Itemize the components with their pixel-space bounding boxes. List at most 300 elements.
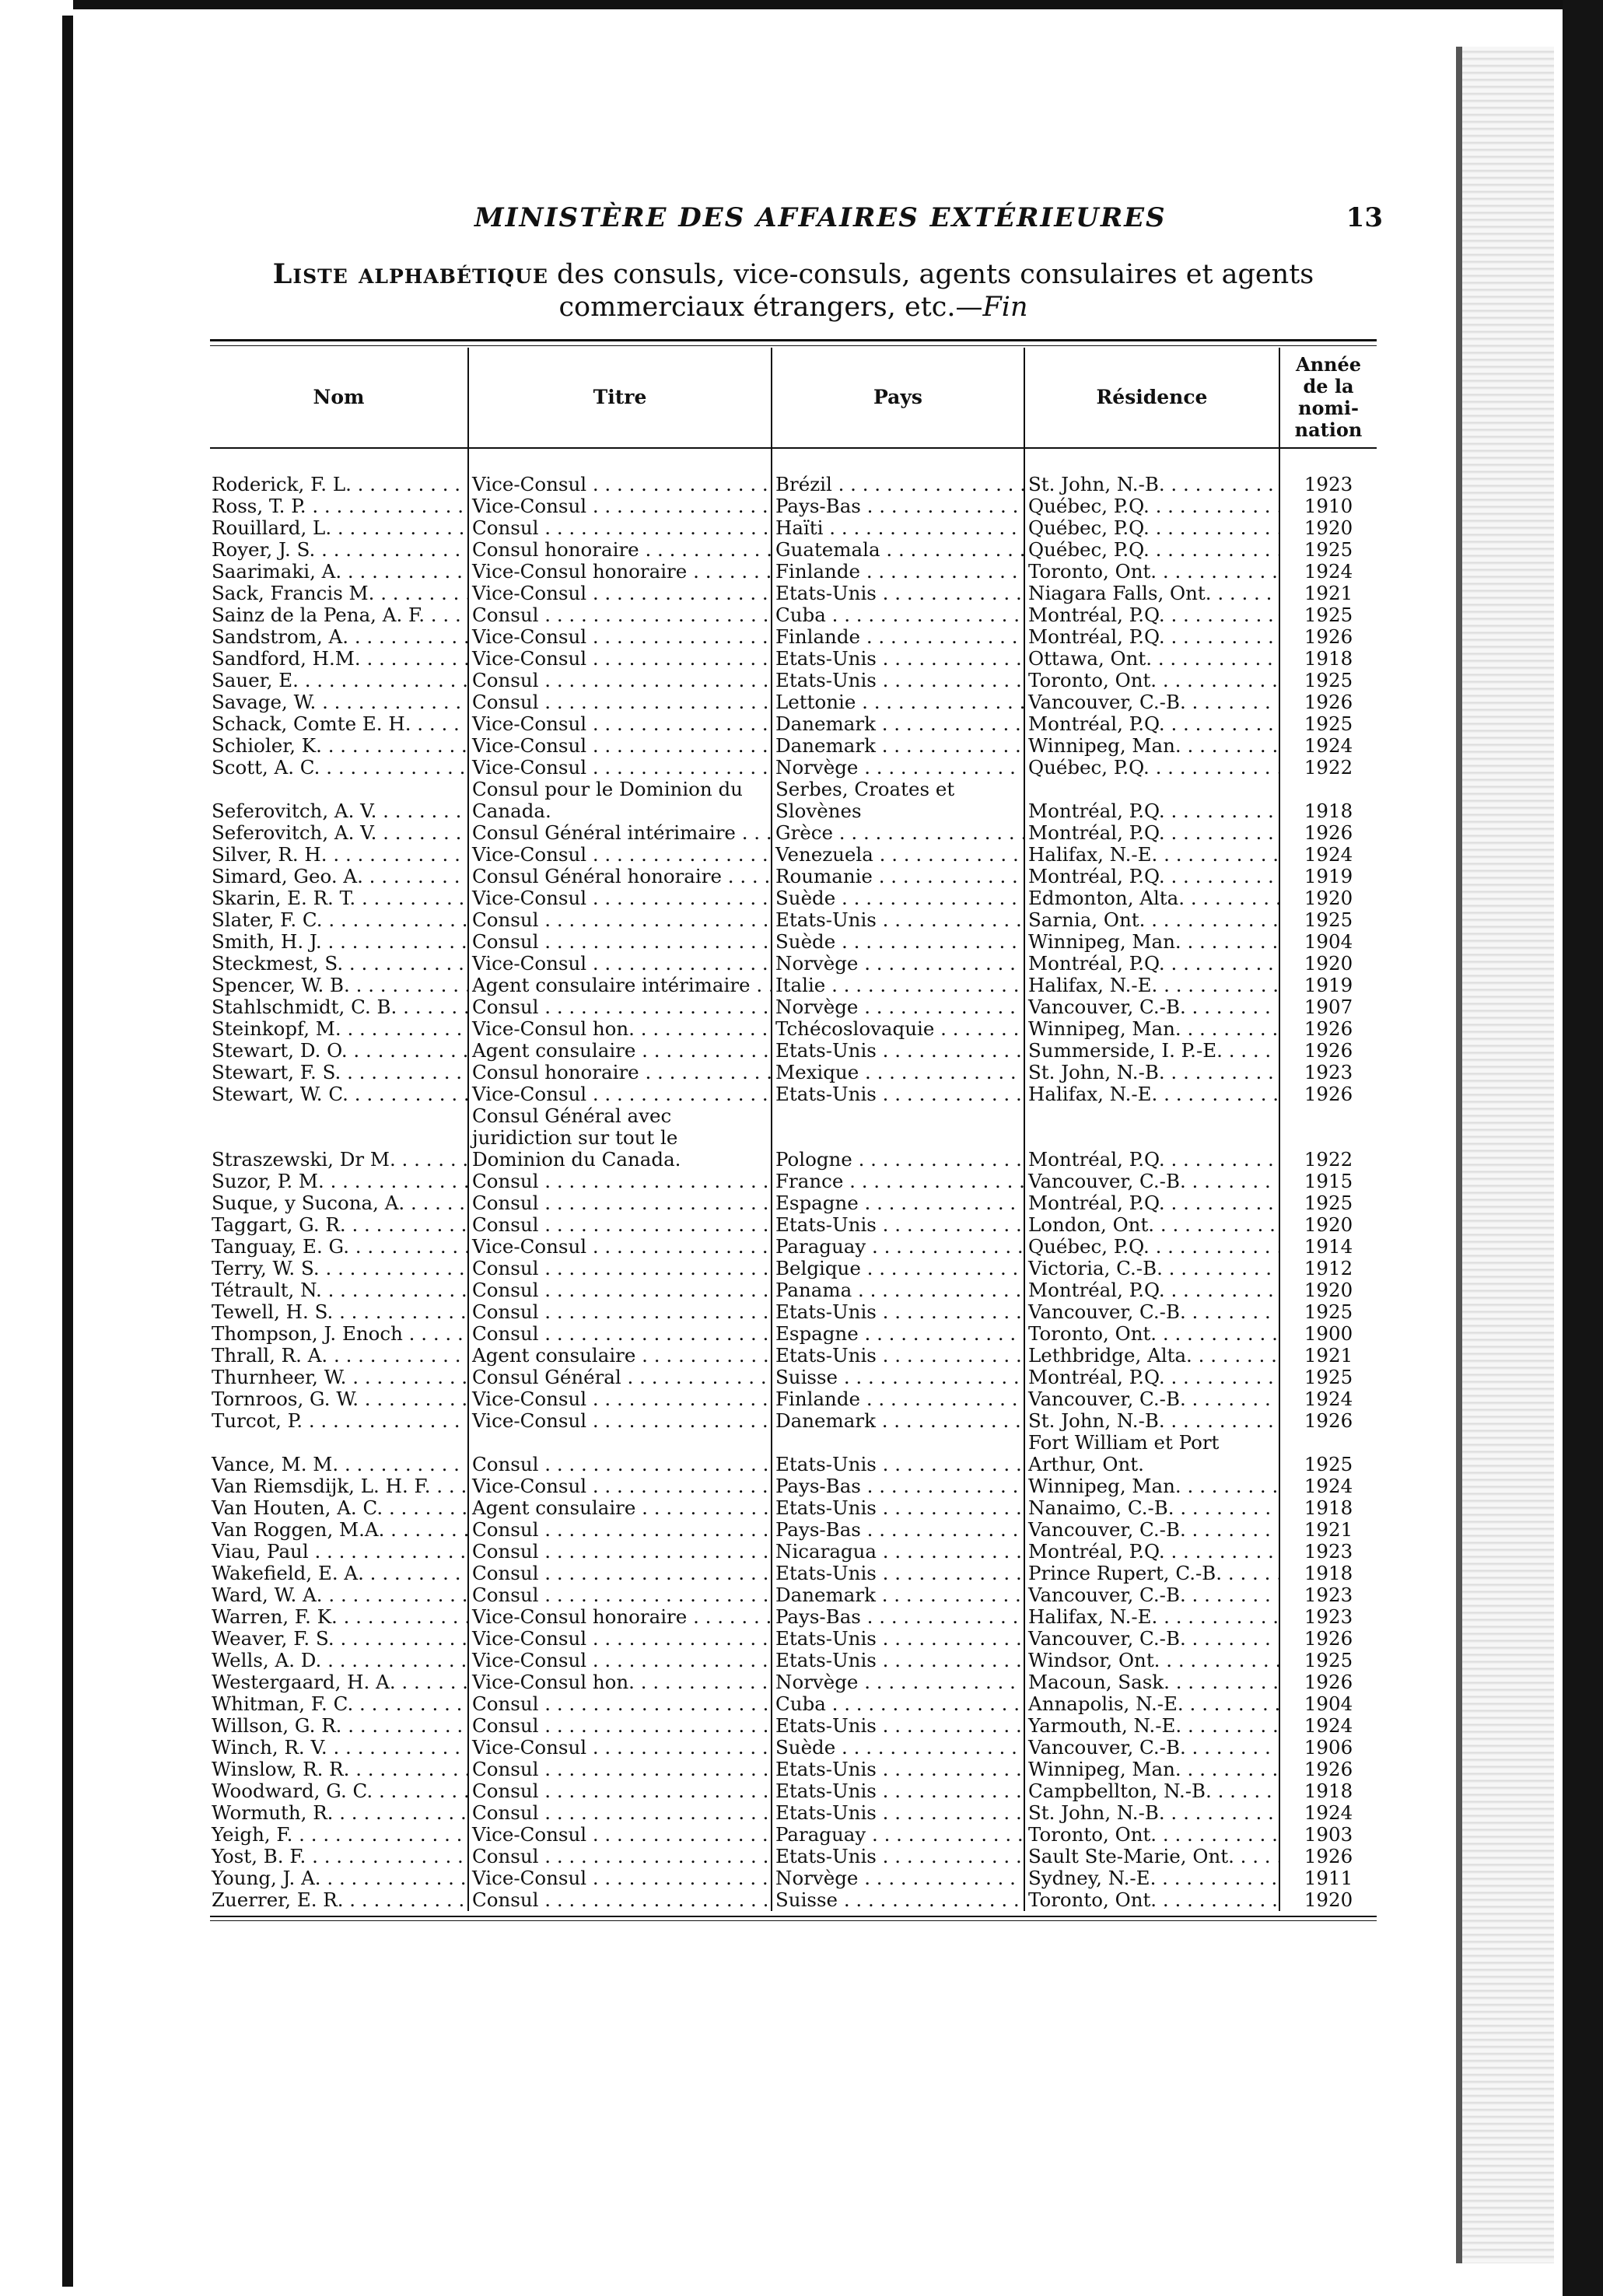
cell-residence: Montréal, P.Q. . . . [1024, 713, 1279, 735]
cell-residence: Montréal, P.Q. . . . [1024, 1367, 1279, 1388]
cell-residence: Toronto, Ont. . . . [1024, 1889, 1279, 1911]
cell-nom: Seferovitch, A. V. . . . [210, 822, 468, 844]
cell-titre: Consul Général . . . [468, 1367, 772, 1388]
cell-pays: Etats-Unis . . . [772, 1083, 1024, 1105]
cell-residence: Fort William et Port Arthur, Ont. [1024, 1432, 1279, 1475]
scan-left-border [62, 16, 73, 2287]
scan-right-page-edges [1462, 47, 1554, 2263]
cell-titre: Vice-Consul . . . [468, 1236, 772, 1258]
cell-pays: Etats-Unis . . . [772, 648, 1024, 670]
cell-residence: Halifax, N.-E. . . . [1024, 975, 1279, 996]
table-row [210, 1083, 1377, 1105]
cell-annee: 1923 [1279, 474, 1377, 495]
cell-titre: Vice-Consul . . . [468, 844, 772, 866]
table-row [210, 517, 1377, 539]
cell-titre: Vice-Consul . . . [468, 953, 772, 975]
cell-titre: Vice-Consul . . . [468, 1650, 772, 1671]
table-row [210, 1105, 1377, 1171]
cell-annee: 1924 [1279, 1475, 1377, 1497]
table-row [210, 1410, 1377, 1432]
cell-residence: Montréal, P.Q. . . . [1024, 822, 1279, 844]
cell-titre: Vice-Consul honoraire . . . [468, 1606, 772, 1628]
cell-residence: St. John, N.-B. . . . [1024, 1802, 1279, 1824]
cell-titre: Consul honoraire . . . [468, 1062, 772, 1083]
table-row [210, 996, 1377, 1018]
cell-titre: Vice-Consul . . . [468, 1628, 772, 1650]
table-row [210, 1388, 1377, 1410]
cell-residence: Québec, P.Q. . . . [1024, 1236, 1279, 1258]
cell-residence: Vancouver, C.-B. . . . [1024, 1737, 1279, 1759]
column-header-titre: Titre [468, 348, 772, 448]
table-row [210, 1475, 1377, 1497]
cell-annee: 1924 [1279, 1388, 1377, 1410]
cell-titre: Consul . . . [468, 1258, 772, 1279]
cell-annee: 1919 [1279, 866, 1377, 887]
cell-annee: 1926 [1279, 1410, 1377, 1432]
page-title [210, 258, 1377, 324]
column-header-annee-line-4: nation [1294, 418, 1363, 441]
cell-nom: Willson, G. R. . . . [210, 1715, 468, 1737]
cell-nom: Van Riemsdijk, L. H. F. . . . [210, 1475, 468, 1497]
cell-annee: 1912 [1279, 1258, 1377, 1279]
cell-pays: Pays-Bas . . . [772, 1475, 1024, 1497]
cell-titre: Vice-Consul hon. . . . [468, 1671, 772, 1693]
table-header [210, 348, 1377, 474]
cell-titre: Vice-Consul . . . [468, 1824, 772, 1846]
cell-pays: Etats-Unis . . . [772, 1846, 1024, 1867]
cell-residence: Montréal, P.Q. . . . [1024, 779, 1279, 822]
cell-nom: Yeigh, F. . . . [210, 1824, 468, 1846]
page-title-smallcaps: Liste alphabétique [272, 258, 548, 290]
cell-nom: Stewart, W. C. . . . [210, 1083, 468, 1105]
cell-nom: Skarin, E. R. T. . . . [210, 887, 468, 909]
table-row [210, 735, 1377, 757]
cell-annee: 1921 [1279, 1519, 1377, 1541]
cell-titre: Consul . . . [468, 1802, 772, 1824]
scan-left-margin [0, 0, 54, 2296]
cell-titre: Vice-Consul honoraire . . . [468, 561, 772, 583]
cell-pays: Suède . . . [772, 931, 1024, 953]
cell-titre: Consul . . . [468, 1323, 772, 1345]
running-head [210, 202, 1383, 241]
cell-pays: Etats-Unis . . . [772, 1040, 1024, 1062]
cell-nom: Thurnheer, W. . . . [210, 1367, 468, 1388]
cell-nom: Seferovitch, A. V. . . . [210, 779, 468, 822]
cell-pays: Norvège . . . [772, 1671, 1024, 1693]
cell-titre: Consul . . . [468, 1541, 772, 1563]
cell-titre: Consul . . . [468, 909, 772, 931]
table-row [210, 1018, 1377, 1040]
cell-residence: Nanaimo, C.-B. . . . [1024, 1497, 1279, 1519]
page-title-line-2 [210, 291, 1377, 324]
cell-nom: Saarimaki, A. . . . [210, 561, 468, 583]
cell-pays: Finlande . . . [772, 626, 1024, 648]
table-row [210, 1171, 1377, 1192]
cell-titre: Vice-Consul . . . [468, 1737, 772, 1759]
cell-nom: Simard, Geo. A. . . . [210, 866, 468, 887]
cell-pays: Etats-Unis . . . [772, 1715, 1024, 1737]
cell-pays: Lettonie . . . [772, 691, 1024, 713]
cell-residence: Toronto, Ont. . . . [1024, 561, 1279, 583]
consuls-table [210, 348, 1377, 1911]
table-row [210, 1497, 1377, 1519]
column-header-annee-line-3: nomi- [1298, 397, 1359, 419]
cell-pays: Pays-Bas . . . [772, 495, 1024, 517]
cell-residence: Vancouver, C.-B. . . . [1024, 996, 1279, 1018]
cell-annee: 1920 [1279, 1279, 1377, 1301]
table-row [210, 757, 1377, 779]
cell-annee: 1921 [1279, 1345, 1377, 1367]
page-title-line-1-rest: des consuls, vice-consuls, agents consulaires et agents [548, 259, 1314, 290]
table-row [210, 1628, 1377, 1650]
cell-nom: Tornroos, G. W. . . . [210, 1388, 468, 1410]
cell-annee: 1920 [1279, 953, 1377, 975]
cell-titre: Consul . . . [468, 1301, 772, 1323]
cell-pays: Danemark . . . [772, 713, 1024, 735]
cell-nom: Tétrault, N. . . . [210, 1279, 468, 1301]
cell-pays: Suisse . . . [772, 1367, 1024, 1388]
cell-nom: Scott, A. C. . . . [210, 757, 468, 779]
column-header-annee [1279, 348, 1377, 448]
table-row [210, 1824, 1377, 1846]
table-row [210, 1563, 1377, 1584]
cell-pays: Grèce . . . [772, 822, 1024, 844]
table-row [210, 495, 1377, 517]
cell-titre: Consul Général avec juridiction sur tout le Dominion du Canada. [468, 1105, 772, 1171]
cell-pays: Danemark . . . [772, 735, 1024, 757]
cell-nom: Winch, R. V. . . . [210, 1737, 468, 1759]
table-row [210, 648, 1377, 670]
cell-annee: 1918 [1279, 1497, 1377, 1519]
cell-residence: Québec, P.Q. . . . [1024, 539, 1279, 561]
table-row [210, 604, 1377, 626]
cell-pays: Espagne . . . [772, 1323, 1024, 1345]
cell-titre: Vice-Consul . . . [468, 648, 772, 670]
cell-nom: Taggart, G. R. . . . [210, 1214, 468, 1236]
cell-pays: Etats-Unis . . . [772, 1650, 1024, 1671]
cell-annee: 1923 [1279, 1606, 1377, 1628]
cell-residence: Montréal, P.Q. . . . [1024, 1105, 1279, 1171]
page-title-line-1 [210, 258, 1377, 291]
cell-annee: 1921 [1279, 583, 1377, 604]
running-title: MINISTÈRE DES AFFAIRES EXTÉRIEURES [474, 202, 1167, 233]
cell-annee: 1918 [1279, 779, 1377, 822]
cell-residence: Montréal, P.Q. . . . [1024, 1541, 1279, 1563]
table-row [210, 1780, 1377, 1802]
cell-nom: Young, J. A. . . . [210, 1867, 468, 1889]
cell-nom: Schack, Comte E. H. . . . [210, 713, 468, 735]
table-row [210, 1258, 1377, 1279]
cell-annee: 1926 [1279, 1018, 1377, 1040]
cell-pays: Norvège . . . [772, 996, 1024, 1018]
table-row [210, 1802, 1377, 1824]
cell-residence: Yarmouth, N.-E. . . . [1024, 1715, 1279, 1737]
cell-pays: Etats-Unis . . . [772, 1628, 1024, 1650]
cell-pays: Suède . . . [772, 1737, 1024, 1759]
table-row [210, 887, 1377, 909]
cell-residence: Campbellton, N.-B. . . . [1024, 1780, 1279, 1802]
cell-annee: 1926 [1279, 822, 1377, 844]
cell-titre: Consul . . . [468, 931, 772, 953]
table-row [210, 1040, 1377, 1062]
table-row [210, 1345, 1377, 1367]
cell-pays: Suisse . . . [772, 1889, 1024, 1911]
scan-top-border [73, 0, 1563, 9]
cell-pays: Danemark . . . [772, 1584, 1024, 1606]
cell-titre: Consul . . . [468, 1432, 772, 1475]
cell-residence: Montréal, P.Q. . . . [1024, 1279, 1279, 1301]
cell-pays: Paraguay . . . [772, 1824, 1024, 1846]
cell-pays: Etats-Unis . . . [772, 1301, 1024, 1323]
cell-pays: Espagne . . . [772, 1192, 1024, 1214]
cell-nom: Stahlschmidt, C. B. . . . [210, 996, 468, 1018]
cell-residence: St. John, N.-B. . . . [1024, 474, 1279, 495]
cell-nom: Silver, R. H. . . . [210, 844, 468, 866]
cell-pays: Belgique . . . [772, 1258, 1024, 1279]
cell-titre: Agent consulaire . . . [468, 1040, 772, 1062]
table-row [210, 561, 1377, 583]
cell-titre: Consul . . . [468, 1519, 772, 1541]
table-row [210, 779, 1377, 822]
cell-annee: 1918 [1279, 1780, 1377, 1802]
cell-residence: Winnipeg, Man. . . . [1024, 1759, 1279, 1780]
table-row [210, 626, 1377, 648]
cell-nom: Slater, F. C. . . . [210, 909, 468, 931]
cell-annee: 1925 [1279, 909, 1377, 931]
cell-residence: Vancouver, C.-B. . . . [1024, 1171, 1279, 1192]
table-row [210, 1584, 1377, 1606]
cell-titre: Agent consulaire . . . [468, 1497, 772, 1519]
cell-pays: Haïti . . . [772, 517, 1024, 539]
cell-nom: Tewell, H. S. . . . [210, 1301, 468, 1323]
cell-pays: Finlande . . . [772, 561, 1024, 583]
cell-residence: Halifax, N.-E. . . . [1024, 1606, 1279, 1628]
table-row [210, 844, 1377, 866]
cell-titre: Consul . . . [468, 1715, 772, 1737]
cell-annee: 1925 [1279, 670, 1377, 691]
cell-annee: 1904 [1279, 1693, 1377, 1715]
cell-pays: Pays-Bas . . . [772, 1519, 1024, 1541]
cell-pays: Etats-Unis . . . [772, 1497, 1024, 1519]
column-header-annee-line-1: Année [1295, 353, 1362, 376]
cell-residence: Winnipeg, Man. . . . [1024, 1475, 1279, 1497]
cell-annee: 1924 [1279, 735, 1377, 757]
cell-titre: Consul . . . [468, 670, 772, 691]
table-row [210, 1301, 1377, 1323]
cell-titre: Vice-Consul . . . [468, 1867, 772, 1889]
cell-residence: Edmonton, Alta. . . . [1024, 887, 1279, 909]
cell-residence: Vancouver, C.-B. . . . [1024, 1388, 1279, 1410]
cell-nom: Turcot, P. . . . [210, 1410, 468, 1432]
cell-nom: Thrall, R. A. . . . [210, 1345, 468, 1367]
column-header-nom: Nom [210, 348, 468, 448]
cell-titre: Consul . . . [468, 1171, 772, 1192]
cell-nom: Ross, T. P. . . . [210, 495, 468, 517]
cell-nom: Steckmest, S. . . . [210, 953, 468, 975]
cell-nom: Whitman, F. C. . . . [210, 1693, 468, 1715]
cell-annee: 1920 [1279, 517, 1377, 539]
cell-pays: Etats-Unis . . . [772, 1802, 1024, 1824]
cell-pays: Etats-Unis . . . [772, 670, 1024, 691]
cell-nom: Sandstrom, A. . . . [210, 626, 468, 648]
table-row [210, 866, 1377, 887]
cell-annee: 1924 [1279, 1802, 1377, 1824]
cell-residence: Ottawa, Ont. . . . [1024, 648, 1279, 670]
cell-residence: Victoria, C.-B. . . . [1024, 1258, 1279, 1279]
cell-nom: Tanguay, E. G. . . . [210, 1236, 468, 1258]
cell-residence: Halifax, N.-E. . . . [1024, 1083, 1279, 1105]
cell-annee: 1923 [1279, 1584, 1377, 1606]
cell-nom: Sauer, E. . . . [210, 670, 468, 691]
cell-titre: Consul . . . [468, 1192, 772, 1214]
cell-residence: Halifax, N.-E. . . . [1024, 844, 1279, 866]
cell-residence: Vancouver, C.-B. . . . [1024, 691, 1279, 713]
cell-nom: Thompson, J. Enoch . . . [210, 1323, 468, 1345]
cell-titre: Consul . . . [468, 1693, 772, 1715]
cell-nom: Woodward, G. C. . . . [210, 1780, 468, 1802]
cell-pays: Etats-Unis . . . [772, 1759, 1024, 1780]
table-bottom-rule [210, 1916, 1377, 1917]
cell-nom: Smith, H. J. . . . [210, 931, 468, 953]
cell-residence: Windsor, Ont. . . . [1024, 1650, 1279, 1671]
cell-pays: Serbes, Croates et Slovènes [772, 779, 1024, 822]
cell-pays: Panama . . . [772, 1279, 1024, 1301]
cell-residence: Toronto, Ont. . . . [1024, 670, 1279, 691]
cell-nom: Wakefield, E. A. . . . [210, 1563, 468, 1584]
cell-residence: Sydney, N.-E. . . . [1024, 1867, 1279, 1889]
cell-pays: Tchécoslovaquie . . . [772, 1018, 1024, 1040]
cell-nom: Sainz de la Pena, A. F. . . . [210, 604, 468, 626]
cell-titre: Consul . . . [468, 517, 772, 539]
cell-nom: Wells, A. D. . . . [210, 1650, 468, 1671]
cell-residence: Montréal, P.Q. . . . [1024, 626, 1279, 648]
cell-nom: Vance, M. M. . . . [210, 1432, 468, 1475]
cell-pays: Etats-Unis . . . [772, 1432, 1024, 1475]
cell-annee: 1926 [1279, 1083, 1377, 1105]
cell-titre: Vice-Consul . . . [468, 735, 772, 757]
cell-titre: Vice-Consul . . . [468, 1475, 772, 1497]
cell-titre: Consul . . . [468, 1584, 772, 1606]
cell-annee: 1925 [1279, 1432, 1377, 1475]
cell-residence: Sarnia, Ont. . . . [1024, 909, 1279, 931]
cell-annee: 1926 [1279, 626, 1377, 648]
table-row [210, 909, 1377, 931]
table-row [210, 1693, 1377, 1715]
cell-pays: Norvège . . . [772, 953, 1024, 975]
cell-titre: Vice-Consul . . . [468, 1083, 772, 1105]
cell-residence: Vancouver, C.-B. . . . [1024, 1584, 1279, 1606]
cell-annee: 1923 [1279, 1062, 1377, 1083]
table-row [210, 691, 1377, 713]
column-header-annee-line-2: de la [1303, 375, 1354, 397]
cell-nom: Yost, B. F. . . . [210, 1846, 468, 1867]
cell-residence: Winnipeg, Man. . . . [1024, 931, 1279, 953]
cell-annee: 1923 [1279, 1541, 1377, 1563]
table-row [210, 822, 1377, 844]
table-row [210, 1846, 1377, 1867]
table-bottom-rule-thin [210, 1920, 1377, 1921]
cell-pays: Etats-Unis . . . [772, 583, 1024, 604]
cell-residence: Québec, P.Q. . . . [1024, 495, 1279, 517]
cell-nom: Royer, J. S. . . . [210, 539, 468, 561]
cell-residence: Vancouver, C.-B. . . . [1024, 1519, 1279, 1541]
cell-nom: Weaver, F. S. . . . [210, 1628, 468, 1650]
cell-residence: Niagara Falls, Ont. . . . [1024, 583, 1279, 604]
cell-annee: 1906 [1279, 1737, 1377, 1759]
cell-annee: 1926 [1279, 691, 1377, 713]
cell-annee: 1918 [1279, 648, 1377, 670]
cell-annee: 1903 [1279, 1824, 1377, 1846]
cell-titre: Vice-Consul . . . [468, 757, 772, 779]
cell-titre: Consul Général intérimaire . . . [468, 822, 772, 844]
cell-residence: St. John, N.-B. . . . [1024, 1062, 1279, 1083]
table-row [210, 1759, 1377, 1780]
cell-titre: Agent consulaire intérimaire . . . [468, 975, 772, 996]
cell-pays: Danemark . . . [772, 1410, 1024, 1432]
cell-nom: Wormuth, R. . . . [210, 1802, 468, 1824]
table-row [210, 975, 1377, 996]
table-row [210, 1606, 1377, 1628]
cell-pays: Pologne . . . [772, 1105, 1024, 1171]
cell-titre: Vice-Consul . . . [468, 583, 772, 604]
table-row [210, 1192, 1377, 1214]
cell-pays: Cuba . . . [772, 1693, 1024, 1715]
cell-nom: Schioler, K. . . . [210, 735, 468, 757]
cell-pays: France . . . [772, 1171, 1024, 1192]
table-row [210, 670, 1377, 691]
cell-pays: Suède . . . [772, 887, 1024, 909]
cell-annee: 1924 [1279, 1715, 1377, 1737]
cell-titre: Consul . . . [468, 1563, 772, 1584]
cell-annee: 1925 [1279, 1650, 1377, 1671]
cell-nom: Westergaard, H. A. . . . [210, 1671, 468, 1693]
cell-titre: Vice-Consul . . . [468, 474, 772, 495]
table-row [210, 1737, 1377, 1759]
table-row [210, 1671, 1377, 1693]
cell-nom: Savage, W. . . . [210, 691, 468, 713]
cell-annee: 1922 [1279, 1105, 1377, 1171]
cell-nom: Terry, W. S. . . . [210, 1258, 468, 1279]
table-row [210, 1062, 1377, 1083]
cell-nom: Van Roggen, M.A. . . . [210, 1519, 468, 1541]
scan-right-inner-border [1456, 47, 1462, 2263]
cell-titre: Consul . . . [468, 1780, 772, 1802]
cell-pays: Pays-Bas . . . [772, 1606, 1024, 1628]
header-double-rule [210, 339, 1377, 346]
cell-nom: Zuerrer, E. R. . . . [210, 1889, 468, 1911]
table-row [210, 539, 1377, 561]
cell-nom: Sack, Francis M. . . . [210, 583, 468, 604]
table-row [210, 953, 1377, 975]
cell-residence: London, Ont. . . . [1024, 1214, 1279, 1236]
cell-pays: Italie . . . [772, 975, 1024, 996]
cell-residence: Annapolis, N.-E. . . . [1024, 1693, 1279, 1715]
cell-titre: Consul . . . [468, 1214, 772, 1236]
cell-pays: Roumanie . . . [772, 866, 1024, 887]
table-row [210, 1541, 1377, 1563]
cell-residence: Vancouver, C.-B. . . . [1024, 1628, 1279, 1650]
cell-residence: Macoun, Sask. . . . [1024, 1671, 1279, 1693]
cell-residence: Québec, P.Q. . . . [1024, 757, 1279, 779]
cell-titre: Consul . . . [468, 996, 772, 1018]
cell-titre: Vice-Consul . . . [468, 713, 772, 735]
cell-annee: 1920 [1279, 887, 1377, 909]
cell-titre: Vice-Consul . . . [468, 887, 772, 909]
cell-annee: 1920 [1279, 1214, 1377, 1236]
cell-nom: Spencer, W. B. . . . [210, 975, 468, 996]
cell-pays: Brézil . . . [772, 474, 1024, 495]
cell-titre: Consul . . . [468, 691, 772, 713]
